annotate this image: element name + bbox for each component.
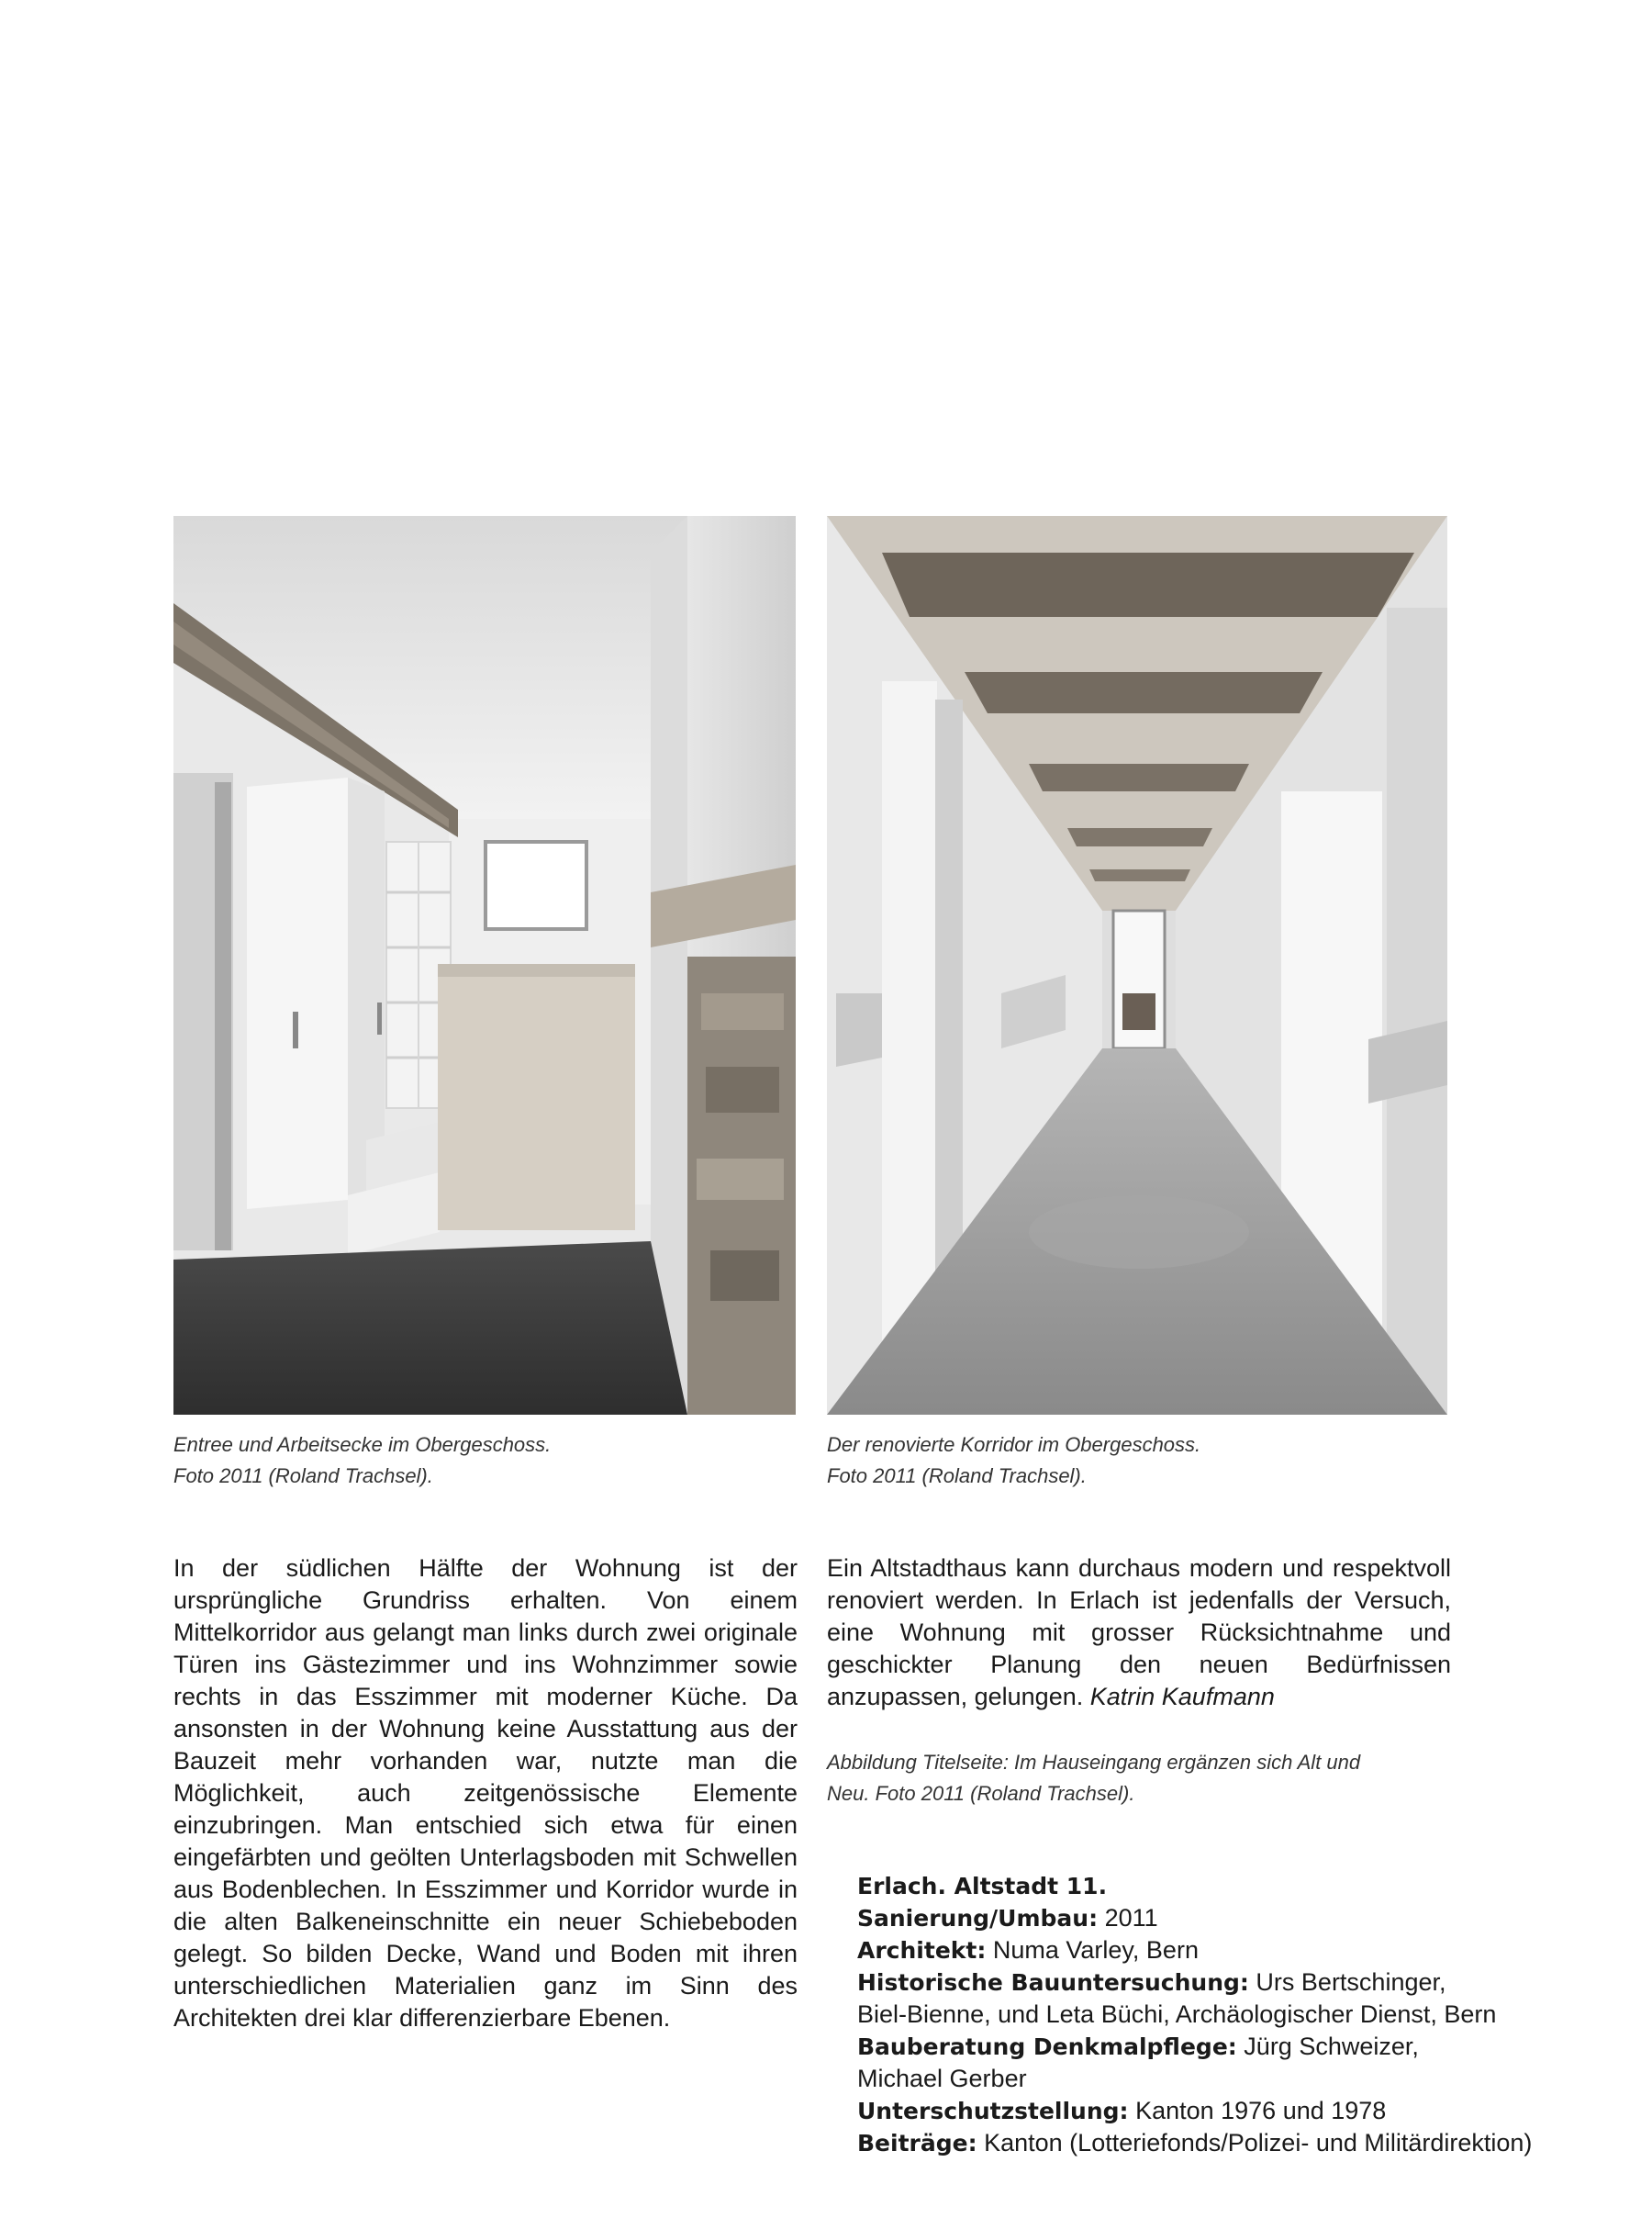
facts-research-row-2: [857, 1999, 1610, 2031]
facts-advice-label: Bauberatung Denkmalpflege:: [857, 2033, 1237, 2060]
facts-title: Erlach. Altstadt 11.: [857, 1873, 1108, 1899]
facts-contributions-value: Kanton (Lotteriefonds/Polizei- und Militärdirektion): [984, 2129, 1533, 2156]
caption-entrance-line2: Foto 2011 (Roland Trachsel).: [173, 1464, 433, 1487]
facts-research-value-2: Biel-Bienne, und Leta Büchi, Archäologischer Dienst, Bern: [857, 2000, 1497, 2028]
facts-protection-value: Kanton 1976 und 1978: [1135, 2097, 1387, 2124]
facts-advice-row: [857, 2031, 1610, 2063]
photo-entrance-illustration: [173, 516, 796, 1415]
cover-image-note-line2: Neu. Foto 2011 (Roland Trachsel).: [827, 1782, 1135, 1805]
body-text-right-content: Ein Altstadthaus kann durchaus modern und respektvoll renoviert werden. In Erlach ist jedenfalls der Versuch, eine Wohnung mit grosser Rücksichtnahme und geschickter Planung den neuen Bedürfnissen anzupassen, gelungen.: [827, 1554, 1451, 1710]
caption-entrance-line1: Entree und Arbeitsecke im Obergeschoss.: [173, 1433, 552, 1456]
cover-image-note: [827, 1747, 1451, 1809]
caption-corridor-line1: Der renovierte Korridor im Obergeschoss.: [827, 1433, 1201, 1456]
author-name: Katrin Kaufmann: [1089, 1683, 1275, 1710]
facts-renovation-label: Sanierung/Umbau:: [857, 1905, 1099, 1932]
facts-architect-label: Architekt:: [857, 1937, 987, 1964]
facts-advice-row-2: [857, 2063, 1610, 2095]
facts-advice-value: Jürg Schweizer,: [1244, 2033, 1419, 2060]
facts-architect-value: Numa Varley, Bern: [992, 1936, 1199, 1964]
facts-protection-row: [857, 2095, 1610, 2127]
caption-entrance: [173, 1429, 798, 1492]
photo-entrance: [173, 516, 796, 1415]
body-text-right: [827, 1552, 1451, 1713]
facts-architect-row: [857, 1934, 1610, 1966]
caption-corridor-line2: Foto 2011 (Roland Trachsel).: [827, 1464, 1087, 1487]
facts-contributions-label: Beiträge:: [857, 2130, 977, 2156]
photo-corridor-illustration: [827, 516, 1447, 1415]
facts-research-value: Urs Bertschinger,: [1256, 1968, 1446, 1996]
facts-advice-value-2: Michael Gerber: [857, 2065, 1027, 2092]
facts-research-row: [857, 1966, 1610, 1999]
project-facts: [857, 1870, 1610, 2159]
cover-image-note-line1: Abbildung Titelseite: Im Hauseingang ergänzen sich Alt und: [827, 1751, 1361, 1774]
facts-research-label: Historische Bauuntersuchung:: [857, 1969, 1249, 1996]
caption-corridor: [827, 1429, 1451, 1492]
facts-title-row: [857, 1870, 1610, 1902]
facts-protection-label: Unterschutzstellung:: [857, 2098, 1129, 2124]
photo-corridor: [827, 516, 1447, 1415]
facts-renovation-row: [857, 1902, 1610, 1934]
body-text-left: In der südlichen Hälfte der Wohnung ist der ursprüngliche Grundriss erhalten. Von einem Mittelkorridor aus gelangt man links durch zwei originale Türen ins Gästezimmer und ins Wohnzimmer sowie rechts in das Esszimmer mit moderner Küche. Da ansonsten in der Wohnung keine Ausstattung aus der Bauzeit mehr vorhanden war, nutzte man die Möglichkeit, auch zeitgenössische Elemente einzubringen. Man entschied sich etwa für einen eingefärbten und geölten Unterlagsboden mit Schwellen aus Bodenblechen. In Esszimmer und Korridor wurde in die alten Balkeneinschnitte ein neuer Schiebeboden gelegt. So bilden Decke, Wand und Boden mit ihren unterschiedlichen Materialien ganz im Sinn des Architekten drei klar differenzierbare Ebenen.: [173, 1554, 798, 2032]
facts-contributions-row: [857, 2127, 1610, 2159]
facts-renovation-value: 2011: [1104, 1904, 1158, 1932]
